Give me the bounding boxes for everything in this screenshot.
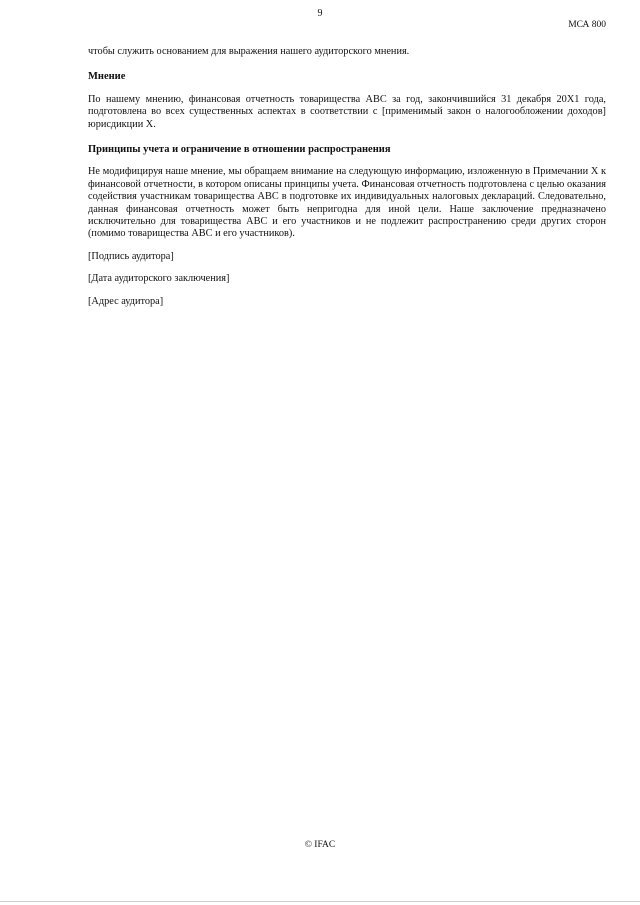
report-date: [Дата аудиторского заключения]	[88, 273, 230, 285]
opinion-paragraph: По нашему мнению, финансовая отчетность товарищества ABC за год, закончившийся 31 декабря 20X1 года, подготовлена во всех существенных аспектах в соответствии с [применимый закон о налогообложении доходов] юрисдикции X.	[88, 93, 606, 130]
document-code: МСА 800	[568, 20, 606, 30]
page-number: 9	[317, 8, 323, 19]
basis-heading: Принципы учета и ограничение в отношении распространения	[88, 144, 391, 156]
continuation-paragraph: чтобы служить основанием для выражения нашего аудиторского мнения.	[88, 46, 410, 57]
opinion-heading: Мнение	[88, 71, 126, 83]
auditor-signature: [Подпись аудитора]	[88, 250, 174, 262]
bottom-edge-line	[0, 901, 640, 902]
footer-copyright: © IFAC	[304, 840, 336, 850]
document-body	[88, 46, 606, 308]
auditor-address: [Адрес аудитора]	[88, 295, 164, 307]
basis-paragraph: Не модифицируя наше мнение, мы обращаем внимание на следующую информацию, изложенную в Примечании X к финансовой отчетности, в котором описаны принципы учета. Финансовая отчетность подготовлена с целью оказания содействия участникам товарищества ABC в подготовке их индивидуальных налоговых деклараций. Следовательно, данная финансовая отчетность может быть непригодна для иной цели. Наше заключение предназначено исключительно для товарищества ABC и его участников и не подлежит распространению среди других сторон (помимо товарищества ABC и его участников).	[88, 166, 606, 240]
